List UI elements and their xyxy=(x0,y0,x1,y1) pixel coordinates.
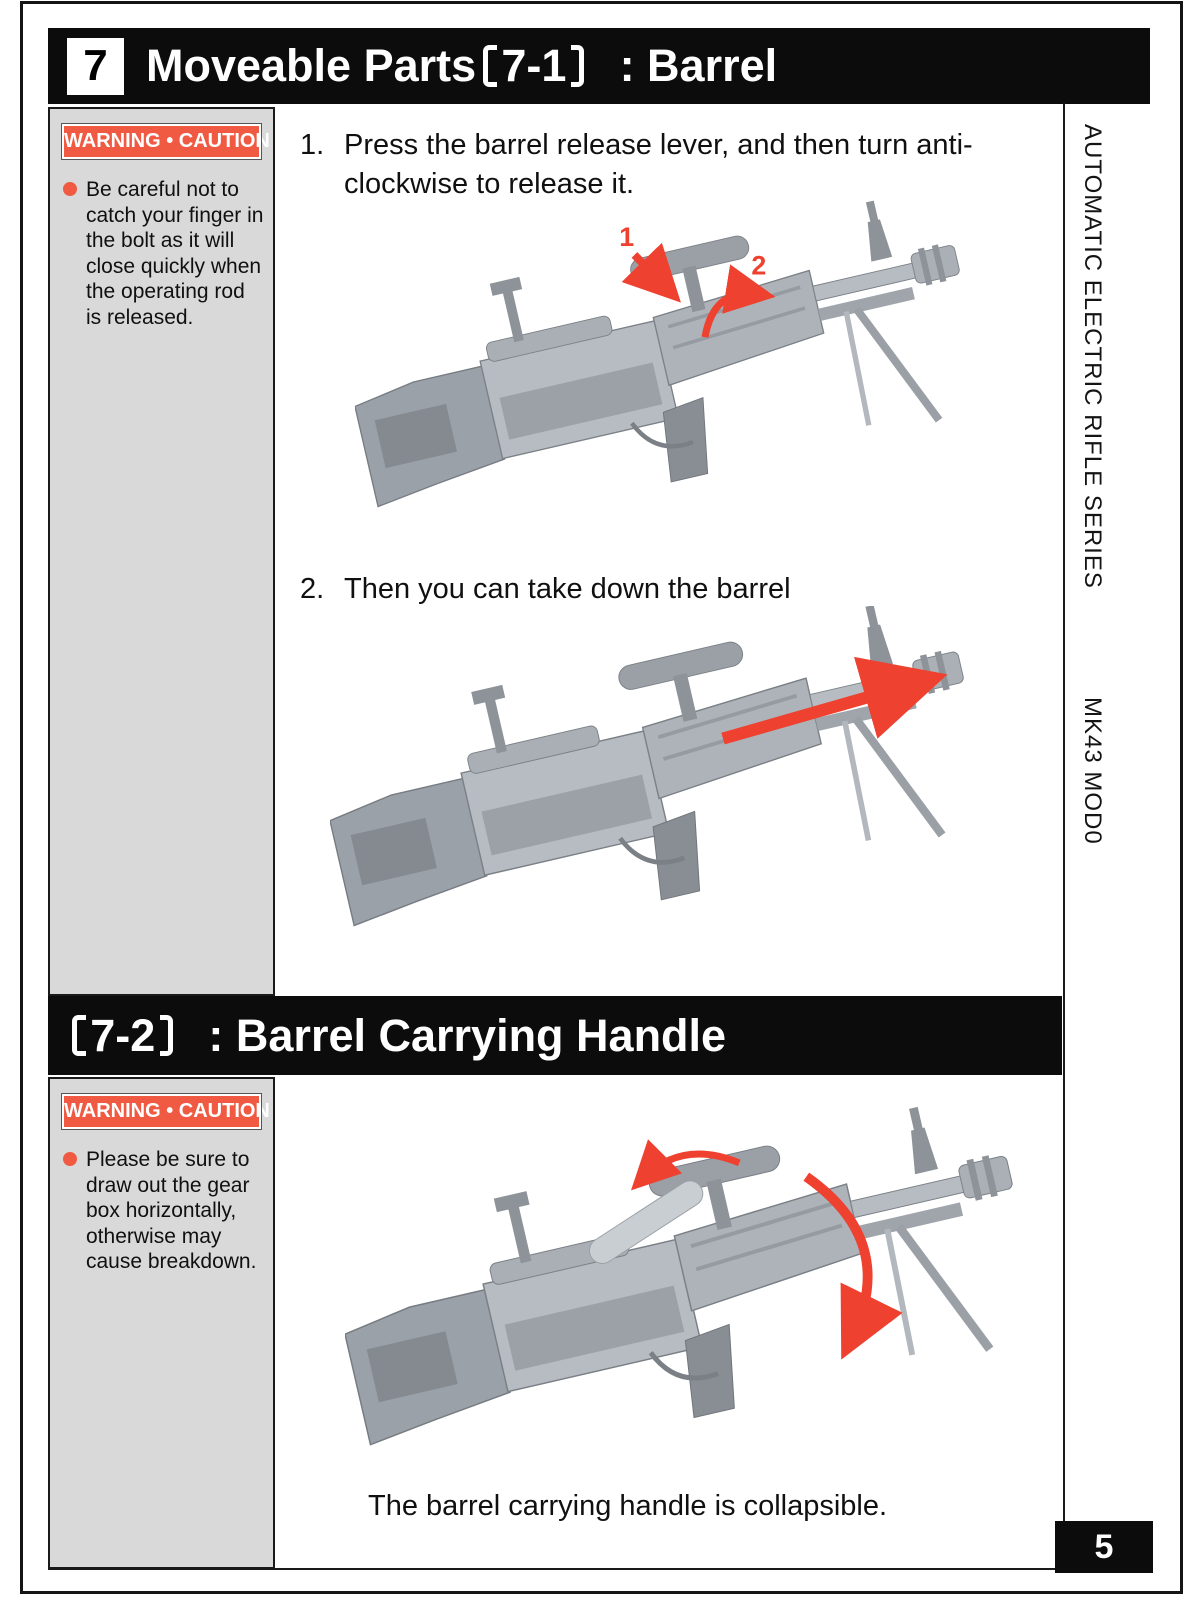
warning-item xyxy=(63,177,265,331)
chapter-number-box: 7 xyxy=(67,38,124,95)
rifle-illustration xyxy=(355,196,980,546)
warning-text: Be careful not to catch your finger in the bolt as it will close quickly when the operating rod is released. xyxy=(86,178,264,330)
figure-caption: The barrel carrying handle is collapsible. xyxy=(368,1490,888,1522)
rifle-illustration xyxy=(330,606,985,961)
warning-caution-banner: WARNING • CAUTION xyxy=(62,1094,261,1129)
section-7-1-header xyxy=(48,28,1150,104)
warning-caution-banner: WARNING • CAUTION xyxy=(62,124,261,159)
content-bottom-rule xyxy=(48,1568,1063,1570)
warning-sidebar-7-1 xyxy=(48,107,275,996)
section-code: 7-1 xyxy=(501,40,567,91)
lenticular-bracket-close-icon xyxy=(571,45,585,86)
series-label-vertical: AUTOMATIC ELECTRIC RIFLE SERIES xyxy=(1079,124,1106,589)
section-7-1-title xyxy=(146,40,777,92)
step-1-number: 1. xyxy=(300,129,325,161)
figure-barrel-removal xyxy=(330,606,985,961)
section-subtitle: : Barrel xyxy=(619,40,778,91)
page-number-badge: 5 xyxy=(1055,1521,1153,1573)
step-2-number: 2. xyxy=(300,573,325,605)
section-title-text: Moveable Parts xyxy=(146,40,477,91)
bullet-dot-icon xyxy=(63,182,77,196)
section-code: 7-2 xyxy=(90,1009,156,1061)
warning-item xyxy=(63,1147,265,1275)
step-2 xyxy=(300,570,1048,609)
lenticular-bracket-open-icon xyxy=(72,1015,86,1056)
warning-sidebar-7-2 xyxy=(48,1077,275,1569)
step-1-text: Press the barrel release lever, and then turn anti-clockwise to release it. xyxy=(344,129,973,201)
section-7-2-header xyxy=(48,996,1062,1075)
lenticular-bracket-close-icon xyxy=(160,1015,174,1056)
figure-barrel-release xyxy=(355,196,980,546)
step-1 xyxy=(300,126,1048,204)
model-label-vertical: MK43 MOD0 xyxy=(1079,697,1106,845)
step-2-text: Then you can take down the barrel xyxy=(344,573,791,605)
figure-carrying-handle xyxy=(345,1106,1035,1484)
warning-text: Please be sure to draw out the gear box horizontally, otherwise may cause breakdown. xyxy=(86,1148,257,1274)
figure1-callout-2: 2 xyxy=(751,250,767,281)
figure1-callout-1: 1 xyxy=(619,222,635,252)
right-column-divider xyxy=(1063,103,1065,1521)
rifle-illustration xyxy=(345,1106,1035,1484)
section-subtitle: : Barrel Carrying Handle xyxy=(208,1009,727,1061)
lenticular-bracket-open-icon xyxy=(483,45,497,86)
section-7-2-title xyxy=(65,1010,726,1062)
bullet-dot-icon xyxy=(63,1152,77,1166)
